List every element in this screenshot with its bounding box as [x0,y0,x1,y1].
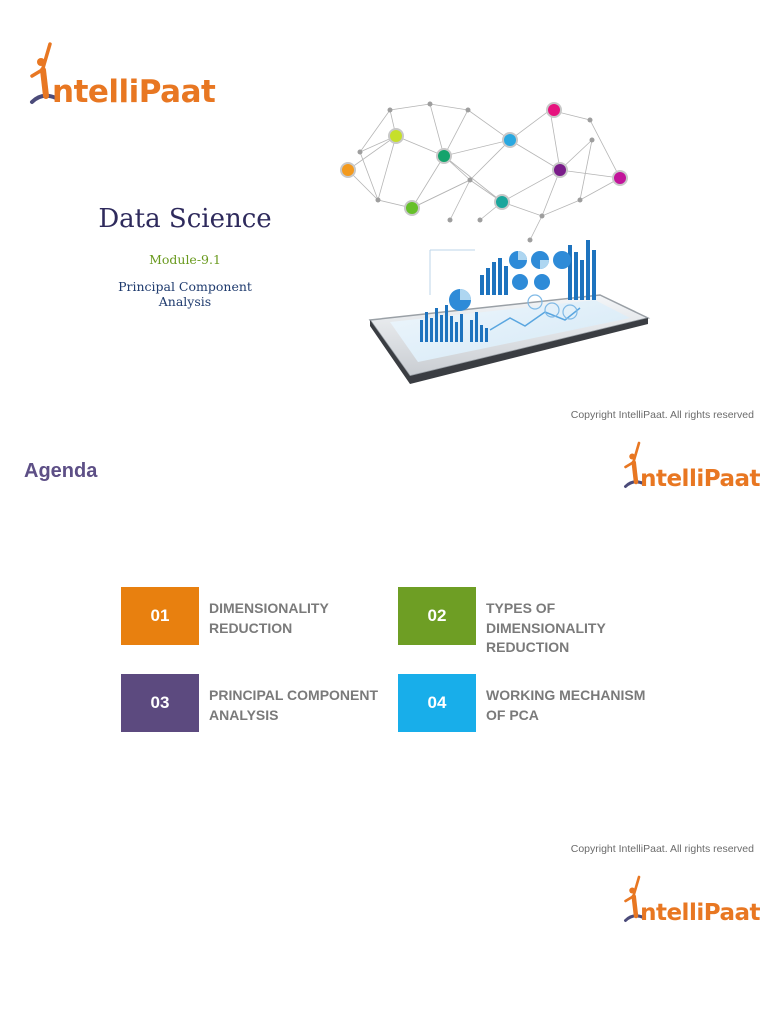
intellipaat-logo [26,40,215,112]
agenda-item-label: DIMENSIONALITY REDUCTION [209,600,329,636]
agenda-heading: Agenda [24,460,98,482]
copyright-text: Copyright IntelliPaat. All rights reserved [570,843,754,855]
logo-text: ntelliPaat [52,74,216,110]
course-title: Data Science [98,204,272,234]
agenda-item-02 [398,587,666,658]
agenda-number-box: 02 [398,587,476,645]
module-subtitle: Principal Component Analysis [118,279,252,309]
agenda-item-label: TYPES OF DIMENSIONALITY REDUCTION [486,600,606,655]
agenda-item-03 [121,674,389,732]
agenda-item-01 [121,587,389,645]
title-slide [0,0,768,432]
agenda-slide [0,432,768,864]
agenda-number-box: 03 [121,674,199,732]
agenda-number-box: 04 [398,674,476,732]
next-slide-partial [0,864,768,1024]
module-number: Module-9.1 [149,252,221,267]
copyright-text: Copyright IntelliPaat. All rights reserved [570,409,754,421]
intellipaat-logo [621,440,760,494]
logo-text: ntelliPaat [640,466,760,492]
agenda-number-box: 01 [121,587,199,645]
agenda-item-label: PRINCIPAL COMPONENT ANALYSIS [209,687,379,723]
agenda-item-04 [398,674,666,732]
network-tablet-chart-illustration [330,90,660,400]
logo-text: ntelliPaat [640,900,760,926]
agenda-item-label: WORKING MECHANISM OF PCA [486,687,646,723]
intellipaat-logo [621,874,760,928]
